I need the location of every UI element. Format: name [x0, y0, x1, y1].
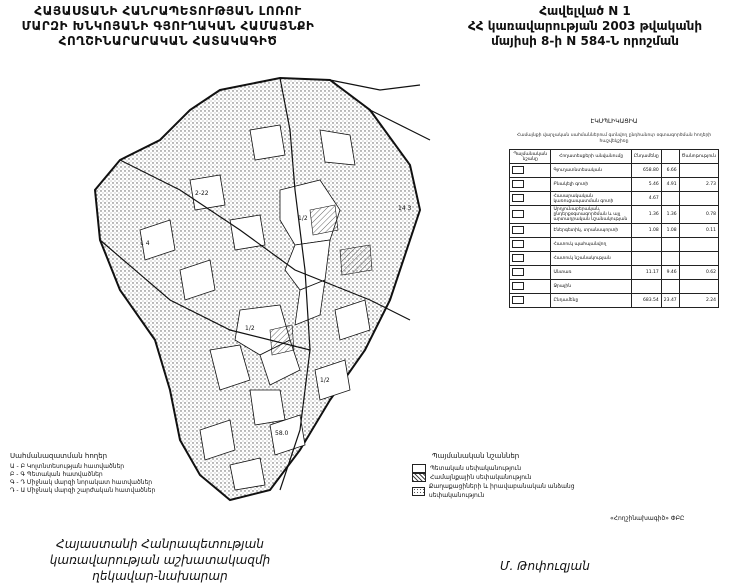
table-cell: Բնակելի գոտի	[551, 178, 631, 192]
table-row	[510, 178, 719, 192]
table-cell: 4.91	[661, 178, 679, 192]
table-cell	[631, 238, 661, 252]
table-cell: 1.36	[661, 206, 679, 224]
table-row	[510, 206, 719, 224]
signatory-title	[10, 536, 310, 584]
row-swatch	[512, 180, 524, 188]
boundary-legend-item: Ա - Բ Կոլտնտեսության հատվածներ	[10, 463, 125, 470]
table-cell: Հասարակական կառուցապատման գոտի	[551, 192, 631, 206]
row-swatch	[512, 282, 524, 290]
table-row	[510, 252, 719, 266]
table-cell: Ընդամենը	[551, 294, 631, 308]
column-header	[661, 150, 679, 164]
table-cell	[661, 252, 679, 266]
signatory-line: կառավարության աշխատակազմի	[49, 553, 271, 567]
map-title	[8, 4, 328, 49]
cadastral-map	[80, 70, 440, 510]
symbol-legend-title: Պայմանական նշաններ	[432, 452, 520, 460]
table-row	[510, 224, 719, 238]
table-cell	[679, 280, 718, 294]
appendix-title-line-3: մայիսի 8-ի N 584-Ն որոշման	[491, 34, 679, 48]
boundary-legend-item: Դ - Ա Միջնակ մարզի շարժական հատվածներ	[10, 487, 156, 494]
table-cell	[631, 252, 661, 266]
table-row	[510, 266, 719, 280]
table-cell: 23.47	[661, 294, 679, 308]
column-header: Ընդամենը	[631, 150, 661, 164]
row-swatch	[512, 240, 524, 248]
table-cell: 2.24	[679, 294, 718, 308]
table-cell: Հատուկ նշանակության	[551, 252, 631, 266]
swatch-cell	[510, 224, 551, 238]
column-header: Պայմանական նշանը	[510, 150, 551, 164]
symbol-legend-item	[412, 464, 612, 473]
symbol-legend-label: Համայնքային սեփականություն	[430, 474, 532, 481]
column-header: Հողատեսքերի անվանումը	[551, 150, 631, 164]
private-property-swatch	[412, 487, 425, 496]
row-swatch	[512, 296, 524, 304]
signatory-line: ղեկավար-նախարար	[92, 569, 228, 583]
swatch-cell	[510, 206, 551, 224]
swatch-cell	[510, 252, 551, 266]
map-label: 1/2	[298, 215, 308, 222]
symbol-legend-label: Քաղաքացիների և իրավաբանական անձանց սեփականություն	[428, 483, 575, 499]
table-cell: 11.17	[631, 266, 661, 280]
table-row	[510, 280, 719, 294]
table-row	[510, 238, 719, 252]
map-label: 1 4	[140, 240, 150, 247]
table-cell	[679, 252, 718, 266]
table-cell: 5.46	[631, 178, 661, 192]
appendix-title-line-2: ՀՀ կառավարության 2003 թվականի	[467, 19, 703, 33]
boundary-legend-item: Բ - Գ Պետական հատվածներ	[10, 471, 103, 478]
table-row	[510, 294, 719, 308]
legend-title: ԷԿՍՊԼԻԿԱՑԻԱ	[590, 118, 638, 125]
boundary-legend	[10, 452, 210, 495]
row-swatch	[512, 210, 524, 218]
table-cell	[661, 280, 679, 294]
table-header-row	[510, 150, 719, 164]
boundary-legend-item: Գ - Դ Միջնակ մարզի նորակատ հատվածներ	[10, 479, 153, 486]
table-cell	[661, 192, 679, 206]
table-cell: 683.54	[631, 294, 661, 308]
row-swatch	[512, 226, 524, 234]
swatch-cell	[510, 280, 551, 294]
table-cell: 4.67	[631, 192, 661, 206]
company-credit: «Հողշինախագիծ» ՓԲԸ	[610, 515, 685, 522]
community-property-swatch	[412, 473, 426, 482]
table-cell: Ջրային	[551, 280, 631, 294]
map-label: 2-22	[195, 190, 209, 197]
table-cell: Անտառ	[551, 266, 631, 280]
appendix-title	[450, 4, 720, 49]
table-cell: 9.46	[661, 266, 679, 280]
appendix-title-line-1: Հավելված N 1	[539, 4, 631, 18]
map-label: 1/2	[245, 325, 255, 332]
legend-description: Համայնքի վարչական սահմաններում գտնվող ընդհանուր օգտագործման հողերի հաշվեկշիռը	[516, 133, 712, 144]
land-balance-table	[509, 149, 719, 308]
table-cell: Հատուկ պահպանվող	[551, 238, 631, 252]
table-cell: 0.11	[679, 224, 718, 238]
signatory-line: Հայաստանի Հանրապետության	[56, 537, 264, 551]
state-property-swatch	[412, 464, 426, 473]
table-cell: 0.78	[679, 206, 718, 224]
map-label: 14 3	[398, 205, 412, 212]
table-cell: 658.80	[631, 164, 661, 178]
table-cell: 0.62	[679, 266, 718, 280]
map-title-line-3: ՀՈՂՇԻՆԱՐԱՐԱԿԱՆ ՀԱՏԱԿԱԳԻԾ	[58, 34, 278, 48]
boundary-legend-title: Սահմանազատման հողեր	[10, 452, 108, 460]
table-cell: 2.73	[679, 178, 718, 192]
table-cell	[661, 238, 679, 252]
table-cell: Գյուղատնտեսական	[551, 164, 631, 178]
map-svg	[80, 70, 440, 510]
swatch-cell	[510, 294, 551, 308]
symbol-legend-label: Պետական սեփականություն	[430, 465, 522, 472]
table-row	[510, 164, 719, 178]
table-cell	[679, 238, 718, 252]
table-cell	[679, 164, 718, 178]
map-title-line-2: ՄԱՐԶԻ ԽՆԿՈՅԱՆԻ ԳՅՈՒՂԱԿԱՆ ՀԱՄԱՅՆՔԻ	[21, 19, 315, 33]
row-swatch	[512, 268, 524, 276]
table-cell: Արդյունաբերական, ընդերքօգտագործման և այլ արտադրական նշանակության	[551, 206, 631, 224]
table-cell: 1.36	[631, 206, 661, 224]
swatch-cell	[510, 238, 551, 252]
symbol-legend-item	[412, 473, 612, 482]
map-title-line-1: ՀԱՅԱՍՏԱՆԻ ՀԱՆՐԱՊԵՏՈՒԹՅԱՆ ԼՈՌՈՒ	[34, 4, 302, 18]
column-header: Ծանոթություն	[679, 150, 718, 164]
table-cell: Էներգետիկ, տրանսպորտի	[551, 224, 631, 238]
swatch-cell	[510, 192, 551, 206]
table-cell: 1.08	[661, 224, 679, 238]
table-cell: 6.66	[661, 164, 679, 178]
symbol-legend-item	[412, 482, 612, 500]
swatch-cell	[510, 164, 551, 178]
row-swatch	[512, 254, 524, 262]
swatch-cell	[510, 178, 551, 192]
signatory-name: Մ. Թոփուզյան	[500, 559, 590, 573]
row-swatch	[512, 194, 524, 202]
map-label: 58.0	[275, 430, 289, 437]
table-cell: 1.08	[631, 224, 661, 238]
table-cell	[679, 192, 718, 206]
map-label: 1/2	[320, 377, 330, 384]
table-row	[510, 192, 719, 206]
land-balance-legend	[505, 112, 723, 352]
swatch-cell	[510, 266, 551, 280]
table-cell	[631, 280, 661, 294]
symbol-legend	[412, 452, 612, 500]
row-swatch	[512, 166, 524, 174]
